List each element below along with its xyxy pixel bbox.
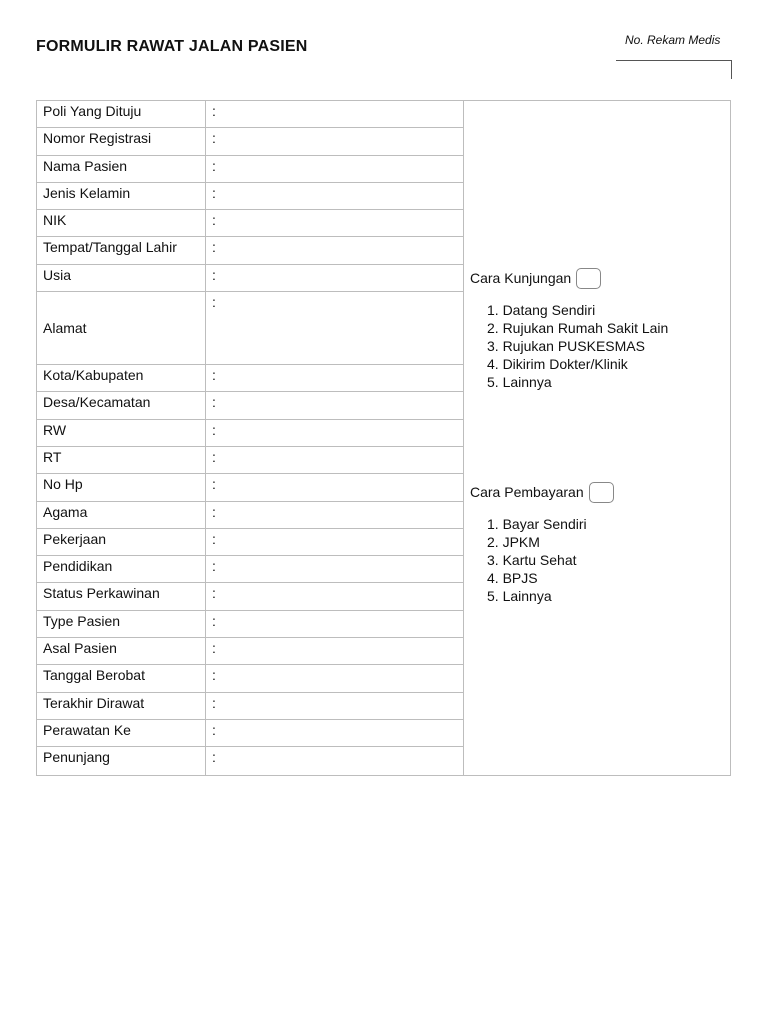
field-label: Type Pasien <box>37 611 206 637</box>
list-item: 1. Datang Sendiri <box>487 302 596 318</box>
field-value[interactable]: : <box>212 394 216 411</box>
field-row-tanggal-berobat <box>37 665 463 692</box>
cara-kunjungan-checkbox[interactable] <box>576 268 601 289</box>
list-item: 4. BPJS <box>487 570 538 586</box>
cara-kunjungan-group <box>470 267 668 391</box>
list-item: 5. Lainnya <box>487 374 552 390</box>
field-value[interactable]: : <box>212 612 216 629</box>
patient-form-table <box>36 100 731 776</box>
field-value[interactable]: : <box>212 130 216 147</box>
cara-pembayaran-checkbox[interactable] <box>589 482 614 503</box>
field-label: Jenis Kelamin <box>37 183 206 209</box>
field-value[interactable]: : <box>212 721 216 738</box>
field-label: NIK <box>37 210 206 236</box>
field-label: No Hp <box>37 474 206 500</box>
rekam-medis-label: No. Rekam Medis <box>625 33 721 47</box>
field-value[interactable]: : <box>212 585 216 602</box>
field-label: RT <box>37 447 206 473</box>
field-row-penunjang <box>37 747 463 774</box>
list-item: 1. Bayar Sendiri <box>487 516 587 532</box>
cara-kunjungan-label: Cara Kunjungan <box>470 270 572 286</box>
field-row-rw <box>37 420 463 447</box>
field-label: Status Perkawinan <box>37 583 206 609</box>
field-value[interactable]: : <box>212 421 216 438</box>
field-label: Tempat/Tanggal Lahir <box>37 237 206 263</box>
patient-fields <box>37 101 464 775</box>
field-value[interactable]: : <box>212 103 216 119</box>
field-row-kota-kabupaten <box>37 365 463 392</box>
field-value[interactable]: : <box>212 367 216 384</box>
field-row-rt <box>37 447 463 474</box>
field-label: Nama Pasien <box>37 156 206 182</box>
field-value[interactable]: : <box>212 667 216 684</box>
field-value[interactable]: : <box>212 558 216 575</box>
field-row-nama-pasien <box>37 156 463 183</box>
cara-pembayaran-group <box>470 481 614 605</box>
field-label: Penunjang <box>37 747 206 774</box>
field-row-jenis-kelamin <box>37 183 463 210</box>
cara-kunjungan-options <box>470 301 668 391</box>
field-row-usia <box>37 265 463 292</box>
field-value[interactable]: : <box>212 212 216 229</box>
field-value[interactable]: : <box>212 157 216 174</box>
field-label: Desa/Kecamatan <box>37 392 206 418</box>
field-value[interactable]: : <box>212 503 216 520</box>
cara-pembayaran-label: Cara Pembayaran <box>470 484 584 500</box>
field-label: Alamat <box>37 292 206 364</box>
field-label: Perawatan Ke <box>37 720 206 746</box>
field-row-alamat <box>37 292 463 365</box>
field-label: Asal Pasien <box>37 638 206 664</box>
list-item: 2. Rujukan Rumah Sakit Lain <box>487 320 669 336</box>
field-row-tempat-tanggal-lahir <box>37 237 463 264</box>
field-value[interactable]: : <box>212 448 216 465</box>
field-label: Pekerjaan <box>37 529 206 555</box>
field-value[interactable]: : <box>212 266 216 283</box>
cara-pembayaran-options <box>470 515 614 605</box>
rekam-medis-field[interactable] <box>616 60 732 79</box>
field-value[interactable]: : <box>212 239 216 256</box>
field-row-pendidikan <box>37 556 463 583</box>
field-row-desa-kecamatan <box>37 392 463 419</box>
field-label: Kota/Kabupaten <box>37 365 206 391</box>
field-row-perawatan-ke <box>37 720 463 747</box>
field-label: Poli Yang Dituju <box>37 101 206 127</box>
cara-kunjungan-header <box>470 267 668 289</box>
field-label: Usia <box>37 265 206 291</box>
field-row-nik <box>37 210 463 237</box>
field-row-status-perkawinan <box>37 583 463 610</box>
cara-pembayaran-header <box>470 481 614 503</box>
field-row-type-pasien <box>37 611 463 638</box>
list-item: 3. Kartu Sehat <box>487 552 577 568</box>
field-row-asal-pasien <box>37 638 463 665</box>
field-row-pekerjaan <box>37 529 463 556</box>
list-item: 2. JPKM <box>487 534 540 550</box>
field-value[interactable]: : <box>212 694 216 711</box>
field-value[interactable]: : <box>212 184 216 201</box>
field-row-no-hp <box>37 474 463 501</box>
field-value[interactable]: : <box>212 640 216 657</box>
list-item: 5. Lainnya <box>487 588 552 604</box>
list-item: 3. Rujukan PUSKESMAS <box>487 338 645 354</box>
field-row-nomor-registrasi <box>37 128 463 155</box>
field-row-terakhir-dirawat <box>37 693 463 720</box>
field-label: Tanggal Berobat <box>37 665 206 691</box>
visit-payment-panel <box>464 101 730 775</box>
field-label: Agama <box>37 502 206 528</box>
list-item: 4. Dikirim Dokter/Klinik <box>487 356 628 372</box>
field-row-poli <box>37 101 463 128</box>
field-label: Pendidikan <box>37 556 206 582</box>
field-label: Terakhir Dirawat <box>37 693 206 719</box>
field-label: RW <box>37 420 206 446</box>
field-row-agama <box>37 502 463 529</box>
field-value[interactable]: : <box>212 749 216 766</box>
field-value[interactable]: : <box>212 476 216 493</box>
field-label: Nomor Registrasi <box>37 128 206 154</box>
form-title: FORMULIR RAWAT JALAN PASIEN <box>36 38 308 55</box>
field-value[interactable]: : <box>212 530 216 547</box>
field-value[interactable]: : <box>212 294 216 311</box>
